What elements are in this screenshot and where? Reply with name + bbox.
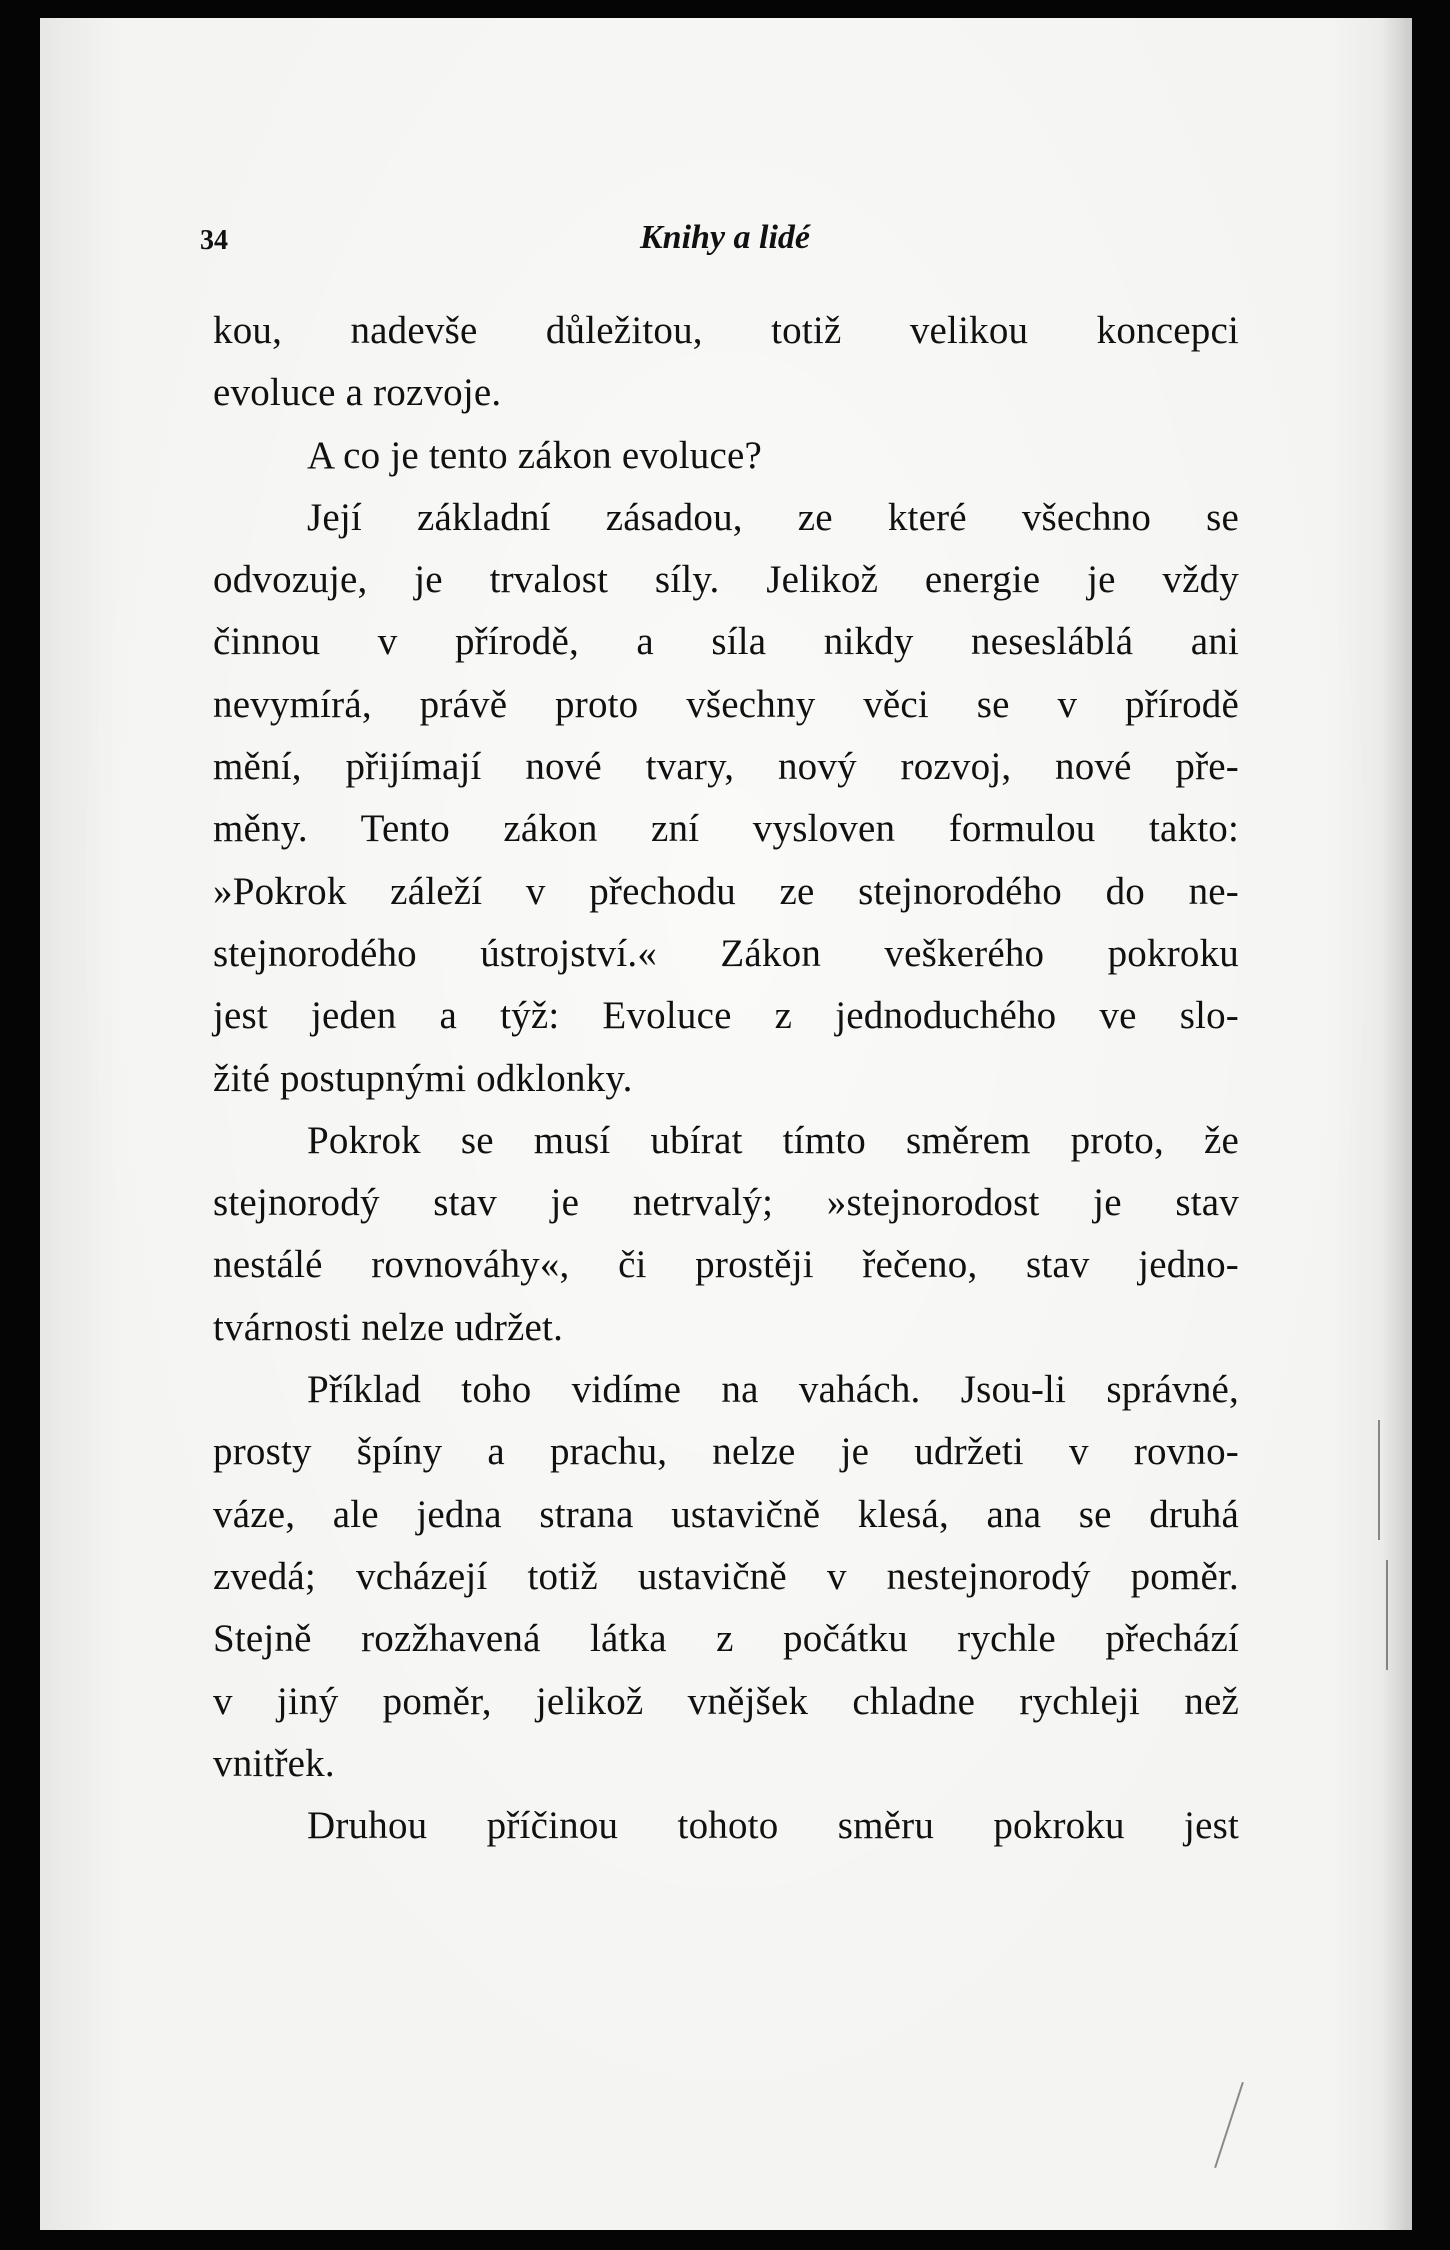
text-line: vnitřek. (213, 1741, 335, 1785)
running-title: Knihy a lidé (640, 219, 811, 256)
text-line: »Pokrok záleží v přechodu ze stejnorodého do ne- (213, 869, 1239, 913)
text-line: žité postupnými odklonky. (213, 1056, 633, 1100)
text-line: odvozuje, je trvalost síly. Jelikož energie je vždy (213, 558, 1239, 602)
text-line: A co je tento zákon evoluce? (307, 433, 762, 477)
text-line: mění, přijímají nové tvary, nový rozvoj, nové pře- (213, 745, 1239, 789)
text-line: činnou v přírodě, a síla nikdy nesesláblá ani (213, 620, 1239, 664)
text-line: v jiný poměr, jelikož vnějšek chladne rychleji než (213, 1679, 1239, 1723)
text-line: měny. Tento zákon zní vysloven formulou takto: (213, 807, 1239, 851)
text-line: kou, nadevše důležitou, totiž velikou koncepci (213, 309, 1239, 352)
page-edge-shadow (1382, 18, 1412, 2230)
body-text (213, 300, 1239, 1857)
text-line: Stejně rozžhavená látka z počátku rychle přechází (213, 1617, 1239, 1661)
page-number: 34 (200, 225, 228, 256)
text-line: Druhou příčinou tohoto směru pokroku jest (307, 1804, 1239, 1848)
text-line: Příklad toho vidíme na vahách. Jsou-li správné, (307, 1368, 1239, 1412)
text-line: zvedá; vcházejí totiž ustavičně v nestejnorodý poměr. (213, 1554, 1239, 1598)
text-line: váze, ale jedna strana ustavičně klesá, ana se druhá (213, 1492, 1239, 1536)
text-line: Pokrok se musí ubírat tímto směrem proto, že (307, 1118, 1239, 1162)
text-line: tvárnosti nelze udržet. (213, 1305, 564, 1349)
margin-scratch-mark (1386, 1560, 1388, 1670)
text-line: stejnorodý stav je netrvalý; »stejnorodost je stav (213, 1181, 1239, 1225)
text-line: jest jeden a týž: Evoluce z jednoduchého ve slo- (213, 994, 1239, 1038)
margin-scratch-mark (1378, 1420, 1380, 1540)
text-line: Její základní zásadou, ze které všechno se (307, 495, 1239, 539)
running-head (200, 205, 1240, 265)
text-line: nevymírá, právě proto všechny věci se v přírodě (213, 682, 1239, 726)
text-line: nestálé rovnováhy«, či prostěji řečeno, stav jedno- (213, 1243, 1239, 1287)
text-line: stejnorodého ústrojství.« Zákon veškerého pokroku (213, 931, 1239, 975)
text-line: evoluce a rozvoje. (213, 371, 502, 415)
text-line: prosty špíny a prachu, nelze je udržeti v rovno- (213, 1430, 1239, 1474)
